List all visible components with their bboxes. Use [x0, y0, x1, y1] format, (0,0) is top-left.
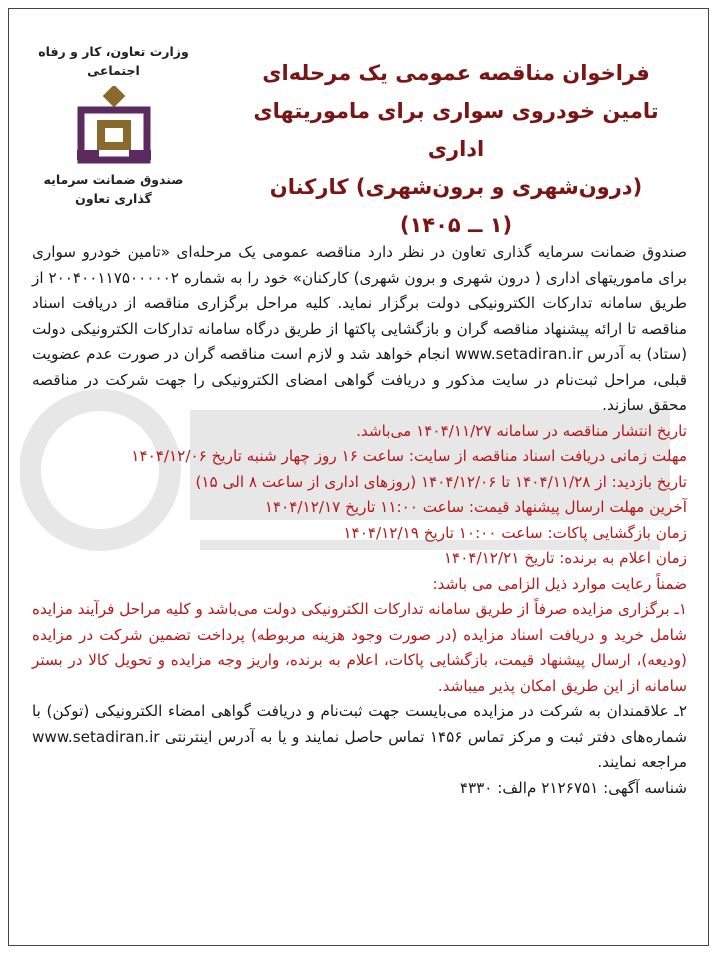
fund-name: صندوق ضمانت سرمایه گذاری تعاون: [43, 172, 184, 206]
notice-body: [32, 240, 687, 801]
notice-title: [241, 54, 671, 244]
visit-date: تاریخ بازدید: از ۱۴۰۴/۱۱/۲۸ تا ۱۴۰۴/۱۲/۰۶ (روزهای اداری از ساعت ۸ الی ۱۵): [195, 472, 687, 491]
intro-paragraph: صندوق ضمانت سرمایه گذاری تعاون در نظر دارد مناقصه عمومی یک مرحله‌ای «تامین خودرو سواری برای ماموریتهای اداری ( درون شهری و برون شهری) کارکنان» خود را به شماره ۲۰۰۴۰۰۱۱۷۵۰۰۰۰۰۲ از طریق سامانه تدارکات الکترونیکی دولت برگزار نماید. کلیه مراحل برگزاری مناقصه از دریافت اسناد مناقصه تا ارائه پیشنهاد مناقصه گران و بازگشایی پاکتها از طریق درگاه سامانه تدارکات الکترونیکی دولت (ستاد) به آدرس www.setadiran.ir انجام خواهد شد و لازم است مناقصه گران در صورت عدم عضویت قبلی، مراحل ثبت‌نام در سایت مذکور و دریافت گواهی امضای الکترونیکی را جهت شرکت در مناقصه محقق سازند.: [32, 243, 688, 414]
title-line-4: (۱ ــ ۱۴۰۵): [399, 213, 513, 237]
title-line-2: تامین خودروی سواری برای ماموریتهای اداری: [253, 99, 659, 161]
fund-logo-icon: [75, 86, 153, 164]
ministry-name: وزارت تعاون، کار و رفاه اجتماعی: [38, 44, 189, 78]
opening-time: زمان بازگشایی پاکات: ساعت ۱۰:۰۰ تاریخ ۱۴۰۴/۱۲/۱۹: [343, 523, 687, 542]
footer-id: شناسه آگهی: ۲۱۲۶۷۵۱ م‌الف: ۴۳۳۰: [459, 778, 687, 797]
publish-date: تاریخ انتشار مناقصه در سامانه ۱۴۰۴/۱۱/۲۷ می‌باشد.: [356, 421, 687, 440]
title-line-1: فراخوان مناقصه عمومی یک مرحله‌ای: [262, 61, 650, 85]
note-2: ۲ـ علاقمندان به شرکت در مزایده می‌بایست جهت ثبت‌نام و دریافت گواهی امضاء الکترونیکی (توکن) با شماره‌های دفتر ثبت و مرکز تماس ۱۴۵۶ تماس حاصل نمایند و یا به آدرس اینترنتی www.setadiran.ir مراجعه نمایند.: [32, 702, 687, 771]
fund-logo-block: [36, 42, 191, 208]
header: [16, 22, 699, 237]
docs-deadline: مهلت زمانی دریافت اسناد مناقصه از سایت: ساعت ۱۶ روز چهار شنبه تاریخ ۱۴۰۴/۱۲/۰۶: [131, 447, 687, 465]
bid-deadline: آخرین مهلت ارسال پیشنهاد قیمت: ساعت ۱۱:۰۰ تاریخ ۱۴۰۴/۱۲/۱۷: [264, 498, 687, 516]
title-line-3: (درون‌شهری و برون‌شهری) کارکنان: [269, 175, 643, 199]
notes-heading: ضمناً رعایت موارد ذیل الزامی می باشد:: [432, 574, 687, 593]
note-1: ۱ـ برگزاری مزایده صرفاً از طریق سامانه تدارکات الکترونیکی دولت می‌باشد و کلیه مراحل فرآیند مزایده شامل خرید و دریافت اسناد مزایده (در صورت وجود هزینه مربوطه) پرداخت تضمین شرکت در مزایده (ودیعه)، ارسال پیشنهاد قیمت، بازگشایی پاکات، اعلام به برنده، واریز وجه مزایده و تحویل کالا در بستر سامانه از این طریق امکان پذیر میباشد.: [32, 600, 687, 695]
winner-announce: زمان اعلام به برنده: تاریخ ۱۴۰۴/۱۲/۲۱: [443, 549, 687, 567]
